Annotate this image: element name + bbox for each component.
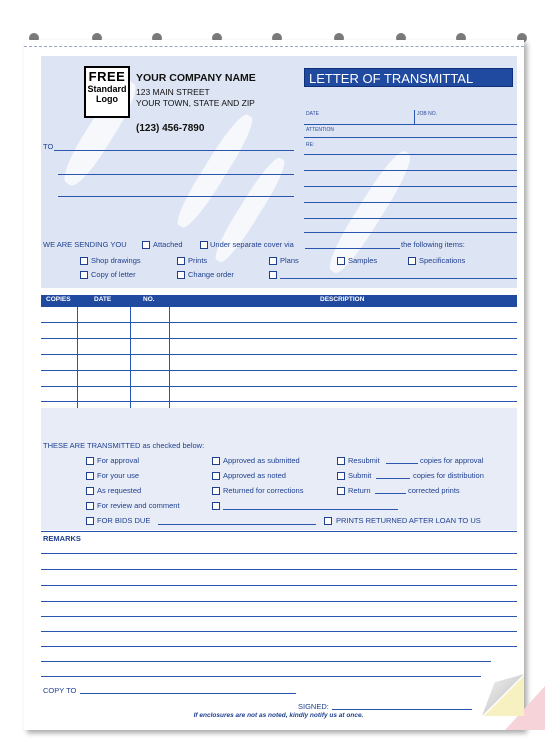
specifications-checkbox[interactable] (408, 257, 416, 265)
remarks-label: REMARKS (43, 534, 81, 543)
re-label: RE: (306, 142, 315, 148)
shop-drawings-checkbox[interactable] (80, 257, 88, 265)
re-line[interactable] (304, 218, 517, 219)
approved-submitted-label: Approved as submitted (223, 456, 300, 465)
date-label: DATE (306, 111, 319, 117)
return-checkbox[interactable] (337, 487, 345, 495)
resubmit-checkbox[interactable] (337, 457, 345, 465)
re-line[interactable] (304, 186, 517, 187)
re-line[interactable] (304, 170, 517, 171)
signed-label: SIGNED: (298, 702, 329, 711)
bids-due-label: FOR BIDS DUE (97, 516, 151, 525)
separate-cover-checkbox[interactable] (200, 241, 208, 249)
remarks-top-rule (41, 531, 517, 532)
specifications-label: Specifications (419, 256, 466, 265)
free-standard-logo (84, 66, 130, 118)
resubmit-count-line[interactable] (386, 463, 418, 464)
col-date: DATE (94, 296, 112, 303)
for-review-label: For review and comment (97, 501, 180, 510)
submit-label: Submit (348, 471, 372, 480)
to-line[interactable] (58, 174, 294, 175)
remarks-line[interactable] (41, 646, 517, 647)
signature-line[interactable] (332, 709, 472, 710)
submit-count-line[interactable] (376, 478, 410, 479)
return-count-line[interactable] (375, 493, 406, 494)
to-line[interactable] (54, 150, 294, 151)
for-approval-checkbox[interactable] (86, 457, 94, 465)
samples-checkbox[interactable] (337, 257, 345, 265)
table-row[interactable] (41, 354, 517, 355)
for-your-use-checkbox[interactable] (86, 472, 94, 480)
attached-checkbox[interactable] (142, 241, 150, 249)
return-label: Return (348, 486, 371, 495)
sending-label: WE ARE SENDING YOU (43, 240, 127, 249)
remarks-line[interactable] (41, 631, 517, 632)
shop-drawings-label: Shop drawings (91, 256, 141, 265)
other-item-checkbox[interactable] (269, 271, 277, 279)
other-transmit-checkbox[interactable] (212, 502, 220, 510)
remarks-line[interactable] (41, 569, 517, 570)
col-description: DESCRIPTION (320, 296, 365, 303)
change-order-label: Change order (188, 270, 234, 279)
re-line[interactable] (304, 154, 517, 155)
prints-checkbox[interactable] (177, 257, 185, 265)
copy-to-label: COPY TO (43, 686, 77, 695)
field-divider (414, 110, 415, 124)
bids-due-checkbox[interactable] (86, 517, 94, 525)
plans-checkbox[interactable] (269, 257, 277, 265)
col-copies: COPIES (46, 296, 71, 303)
other-item-line[interactable] (280, 278, 517, 279)
submit-suffix: copies for distribution (413, 471, 484, 480)
approved-noted-label: Approved as noted (223, 471, 286, 480)
samples-label: Samples (348, 256, 378, 265)
remarks-line[interactable] (41, 676, 481, 677)
as-requested-label: As requested (97, 486, 142, 495)
table-row[interactable] (41, 338, 517, 339)
table-row[interactable] (41, 322, 517, 323)
separate-cover-label: Under separate cover via (210, 240, 294, 249)
following-items-label: the following items: (401, 240, 465, 249)
logo-line1: Standard (87, 84, 127, 94)
job-no-label: JOB NO. (417, 111, 438, 117)
company-name: YOUR COMPANY NAME (136, 72, 256, 84)
items-table-header (41, 295, 517, 307)
prints-label: Prints (188, 256, 208, 265)
date-field-line[interactable] (304, 124, 517, 125)
as-requested-checkbox[interactable] (86, 487, 94, 495)
return-suffix: corrected prints (408, 486, 460, 495)
to-label: TO (43, 142, 54, 151)
for-approval-label: For approval (97, 456, 140, 465)
table-row[interactable] (41, 386, 517, 387)
for-review-checkbox[interactable] (86, 502, 94, 510)
approved-submitted-checkbox[interactable] (212, 457, 220, 465)
company-city: YOUR TOWN, STATE AND ZIP (136, 98, 255, 108)
returned-corrections-label: Returned for corrections (223, 486, 304, 495)
change-order-checkbox[interactable] (177, 271, 185, 279)
bids-due-line[interactable] (158, 524, 316, 525)
re-line[interactable] (304, 202, 517, 203)
transmitted-band (41, 408, 517, 530)
company-street: 123 MAIN STREET (136, 87, 210, 97)
transmitted-label: THESE ARE TRANSMITTED as checked below: (43, 441, 205, 450)
resubmit-suffix: copies for approval (420, 456, 484, 465)
prints-returned-checkbox[interactable] (324, 517, 332, 525)
plans-label: Plans (280, 256, 299, 265)
perforation-line (24, 46, 524, 47)
attached-label: Attached (153, 240, 183, 249)
logo-free-text: FREE (88, 69, 126, 84)
table-row[interactable] (41, 370, 517, 371)
to-line[interactable] (58, 196, 294, 197)
remarks-line[interactable] (41, 661, 491, 662)
form-title: LETTER OF TRANSMITTAL (304, 68, 513, 87)
copy-to-line[interactable] (80, 693, 296, 694)
attention-field-line[interactable] (304, 137, 517, 138)
resubmit-label: Resubmit (348, 456, 380, 465)
remarks-line[interactable] (41, 553, 517, 554)
company-phone: (123) 456-7890 (136, 123, 205, 134)
submit-checkbox[interactable] (337, 472, 345, 480)
remarks-line[interactable] (41, 601, 517, 602)
approved-noted-checkbox[interactable] (212, 472, 220, 480)
attention-label: ATTENTION (306, 127, 334, 133)
prints-returned-label: PRINTS RETURNED AFTER LOAN TO US (336, 516, 481, 525)
re-line[interactable] (304, 232, 517, 233)
copy-of-letter-checkbox[interactable] (80, 271, 88, 279)
other-transmit-line[interactable] (223, 509, 398, 510)
table-row[interactable] (41, 401, 517, 402)
copy-of-letter-label: Copy of letter (91, 270, 136, 279)
footer-note: If enclosures are not as noted, kindly notify us at once. (193, 712, 364, 719)
remarks-line[interactable] (41, 585, 517, 586)
for-your-use-label: For your use (97, 471, 140, 480)
col-no: NO. (143, 296, 155, 303)
logo-line2: Logo (96, 94, 118, 104)
separate-cover-line[interactable] (305, 248, 400, 249)
returned-corrections-checkbox[interactable] (212, 487, 220, 495)
remarks-line[interactable] (41, 616, 517, 617)
